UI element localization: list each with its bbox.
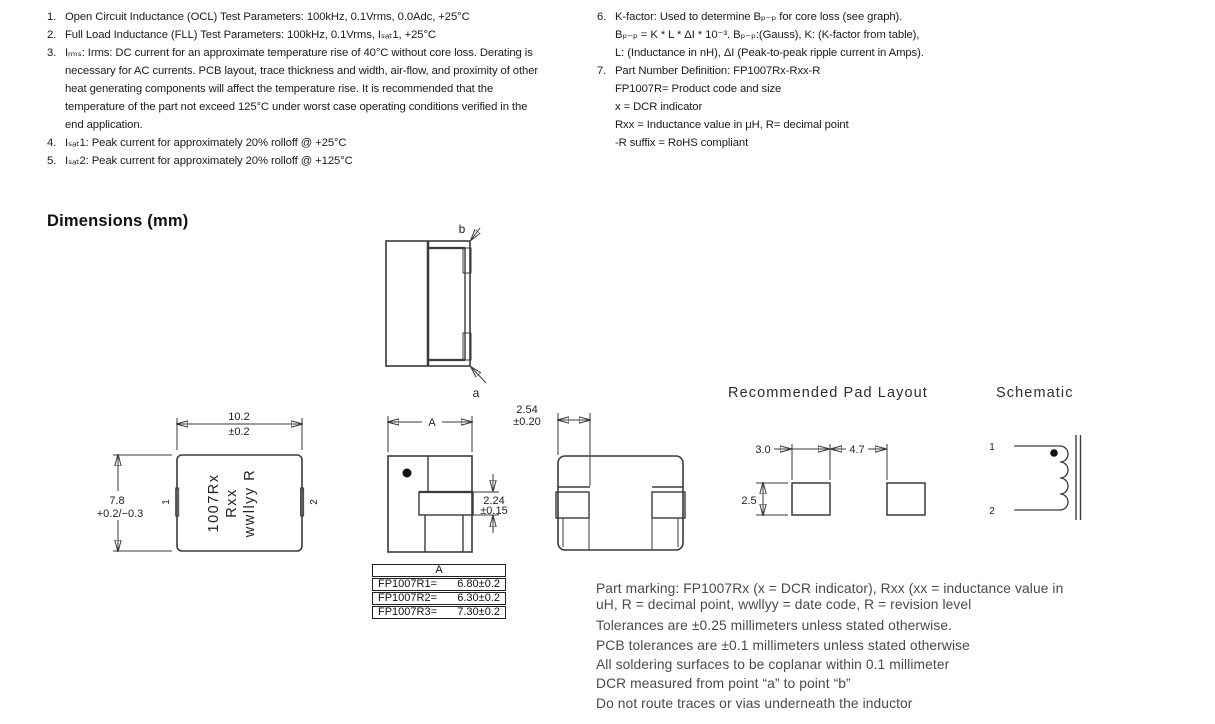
note-line: L: (Inductance in nH), ΔI (Peak-to-peak ripple current in Amps). — [615, 47, 924, 59]
note-item-4 — [47, 134, 572, 152]
notes-right-column — [597, 8, 1057, 152]
note-number: 4. — [47, 137, 57, 149]
marking-line-1: 1007Rx — [206, 473, 222, 533]
height-dim-value: 7.8 — [109, 495, 125, 507]
footer-line: DCR measured from point “a” to point “b” — [596, 676, 851, 692]
schematic-pin-2-label: 2 — [989, 506, 995, 517]
note-item-7 — [597, 62, 1057, 152]
footer-line: Part marking: FP1007Rx (x = DCR indicator), Rxx (xx = inductance value in — [596, 581, 1064, 596]
schematic-drawing — [975, 425, 1095, 530]
note-number: 7. — [597, 65, 607, 77]
terminal-dim-value: 2.24 — [483, 495, 505, 507]
dimensions-section-title: Dimensions (mm) — [47, 212, 189, 230]
top-view-drawing — [80, 400, 335, 570]
pad-right — [887, 483, 925, 515]
note-line: Open Circuit Inductance (OCL) Test Parameters: 100kHz, 0.1Vrms, 0.0Adc, +25°C — [65, 11, 470, 23]
lead-dim-tolerance: ±0.20 — [513, 416, 541, 428]
pad-layout-drawing — [730, 438, 940, 528]
pad-left — [792, 483, 830, 515]
terminal-dim-tolerance: ±0.15 — [480, 505, 508, 517]
dimension-a-table — [372, 564, 506, 619]
marking-line-3: wwllyy R — [242, 468, 258, 538]
footer-line: Tolerances are ±0.25 millimeters unless stated otherwise. — [596, 618, 953, 634]
note-number: 6. — [597, 11, 607, 23]
pad-height-dim: 2.5 — [741, 495, 757, 507]
marking-line-2: Rxx — [224, 488, 240, 518]
terminal-tab-left — [556, 492, 589, 518]
inductor-coil-symbol — [1060, 446, 1068, 510]
footer-line: All soldering surfaces to be coplanar within 0.1 millimeter — [596, 657, 950, 672]
part-number: FP1007R3= — [378, 606, 438, 618]
note-line: K-factor: Used to determine Bₚ₋ₚ for core loss (see graph). — [615, 11, 903, 23]
note-number: 1. — [47, 11, 57, 23]
table-row — [372, 592, 506, 605]
note-line: -R suffix = RoHS compliant — [615, 137, 749, 149]
width-dim-value: 10.2 — [228, 411, 250, 423]
note-line: Bₚ₋ₚ = K * L * ΔI * 10⁻³. Bₚ₋ₚ:(Gauss), K: (K-factor from table), — [615, 29, 920, 41]
dim-a-label: A — [428, 417, 436, 429]
note-line: necessary for AC currents. PCB layout, trace thickness and width, air-flow, and proximity of other — [65, 65, 539, 77]
terminal-label-b: b — [458, 222, 466, 236]
note-line: temperature of the part not exceed 125°C under worst case operating conditions verified in the — [65, 101, 528, 113]
pin-1-indicator-dot — [403, 469, 412, 478]
table-row — [372, 606, 506, 619]
lead-dim-value: 2.54 — [516, 404, 538, 416]
note-item-5 — [47, 152, 572, 170]
table-header-a: A — [372, 564, 506, 577]
note-line: Iₛₐₜ1: Peak current for approximately 20% rolloff @ +25°C — [65, 137, 347, 149]
schematic-pin-1-label: 1 — [989, 442, 995, 453]
part-number: FP1007R1= — [378, 578, 438, 590]
terminal-tab — [419, 492, 473, 515]
note-item-2 — [47, 26, 572, 44]
terminal-label-a: a — [472, 386, 480, 400]
polarity-dot — [1050, 449, 1058, 457]
note-line: end application. — [65, 119, 143, 131]
terminal-tab-right — [652, 492, 685, 518]
pin-1-label: 1 — [161, 499, 172, 505]
note-number: 2. — [47, 29, 57, 41]
table-row — [372, 578, 506, 591]
width-dim-tolerance: ±0.2 — [228, 426, 250, 438]
front-view-drawing — [500, 398, 700, 563]
inductor-body-front-view — [558, 456, 683, 550]
schematic-heading: Schematic — [996, 385, 1074, 401]
note-line: Full Load Inductance (FLL) Test Parameters: 100kHz, 0.1Vrms, Iₛₐₜ1, +25°C — [65, 29, 436, 41]
part-marking-text — [206, 469, 258, 538]
note-line: FP1007R= Product code and size — [615, 83, 782, 95]
pad-width-dim: 3.0 — [755, 444, 771, 456]
dimension-value: 6.80±0.2 — [457, 578, 500, 590]
note-item-3 — [47, 44, 572, 134]
note-line: Part Number Definition: FP1007Rx-Rxx-R — [615, 65, 821, 77]
schematic-pin-1-terminal — [1006, 442, 1014, 450]
footer-notes — [596, 581, 1121, 713]
dimension-value: 6.30±0.2 — [457, 592, 500, 604]
note-item-1 — [47, 8, 572, 26]
footer-line: Do not route traces or vias underneath the inductor — [596, 695, 913, 711]
part-number: FP1007R2= — [378, 592, 438, 604]
pin-2-label: 2 — [309, 499, 320, 505]
note-number: 5. — [47, 155, 57, 167]
note-line: x = DCR indicator — [615, 101, 703, 113]
note-number: 3. — [47, 47, 57, 59]
inductor-body-bottom-view — [388, 456, 472, 552]
pad-gap-dim: 4.7 — [849, 444, 865, 456]
pad-layout-heading: Recommended Pad Layout — [728, 385, 928, 401]
note-line: Rxx = Inductance value in μH, R= decimal point — [615, 119, 849, 131]
note-line: heat generating components will affect the temperature rise. It is recommended that the — [65, 83, 494, 95]
part-marking-paragraph — [596, 581, 1121, 612]
footer-line: uH, R = decimal point, wwllyy = date code, R = revision level — [596, 596, 972, 612]
note-line: Iₛₐₜ2: Peak current for approximately 20% rolloff @ +125°C — [65, 155, 353, 167]
side-view-drawing — [368, 220, 503, 410]
schematic-pin-2-terminal — [1006, 506, 1014, 514]
height-dim-tolerance: +0.2/−0.3 — [96, 508, 144, 520]
note-line: Iᵣₘₛ: Irms: DC current for an approximate temperature rise of 40°C without core loss. Derating is — [65, 47, 533, 59]
dimension-value: 7.30±0.2 — [457, 606, 500, 618]
footer-line: PCB tolerances are ±0.1 millimeters unless stated otherwise — [596, 637, 970, 653]
notes-left-column — [47, 8, 572, 170]
note-item-6 — [597, 8, 1057, 62]
